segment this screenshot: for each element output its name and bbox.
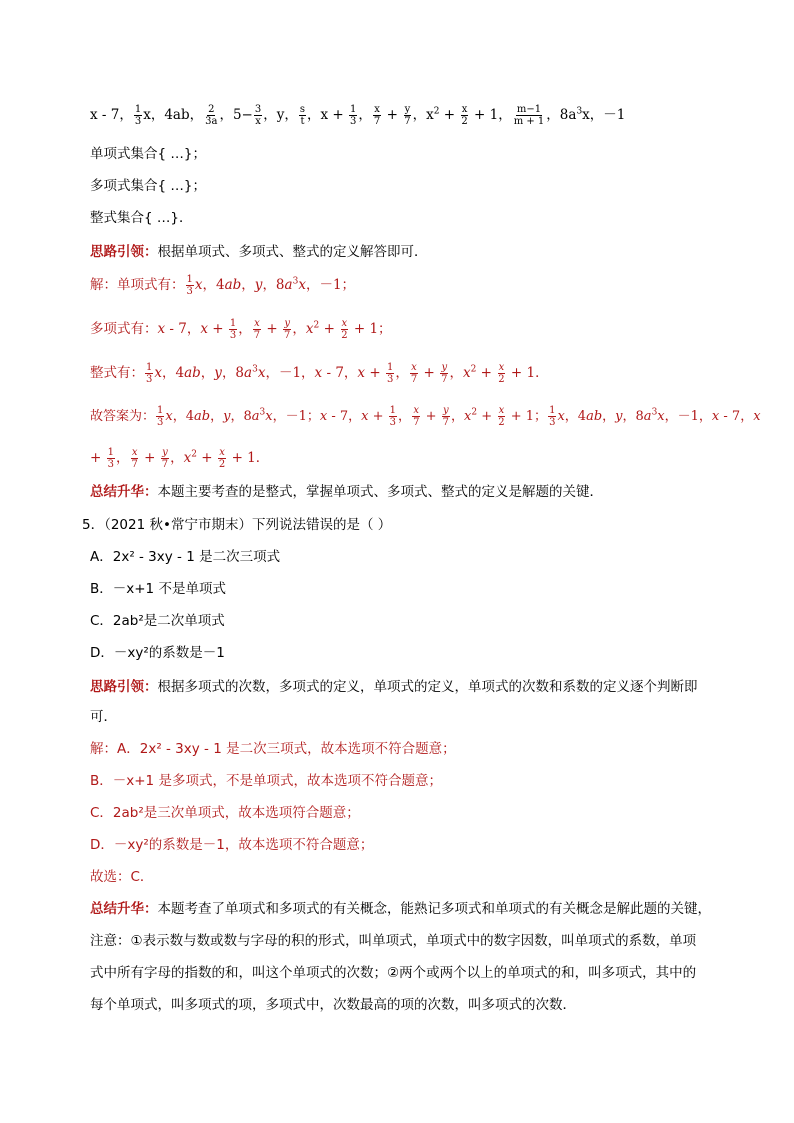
hint-1	[90, 242, 428, 262]
summary-2-line-2: 注意：①表示数与数或数与字母的积的形式，叫单项式，单项式中的数字因数，叫单项式的系数，单项	[90, 933, 697, 949]
solution-monomials: 解：单项式有： $\frac{1}{3}$ x，4ab，y，$8a^3x$，－1；	[90, 274, 356, 297]
question-5-stem: 5．（2021 秋•常宁市期末）下列说法错误的是（ ）	[82, 517, 392, 533]
fraction: $\frac{s}{t}$	[299, 104, 306, 127]
solution-polynomials: 多项式有：x - 7，x + $\frac{1}{3}$ ， $\frac{x}{7}$ + $\frac{y}{7}$ ，$x^2$ + $\frac{x}{2}$ + 1；	[90, 318, 392, 341]
answer-line-2: + $\frac{1}{3}$ ， $\frac{x}{7}$ + $\frac{y}{7}$ ，$x^2$ + $\frac{x}{2}$ + 1．	[90, 447, 270, 470]
solution-b: B．－x+1 是多项式，不是单项式，故本选项不符合题意；	[90, 773, 442, 789]
fraction: $\frac{x}{2}$	[461, 104, 468, 127]
summary-1	[90, 482, 603, 502]
hint-text: 根据单项式、多项式、整式的定义解答即可．	[157, 244, 428, 260]
fraction: $\frac{3}{x}$	[254, 104, 262, 127]
expr-text: + 1，	[469, 107, 512, 123]
option-a: A．2x² - 3xy - 1 是二次三项式	[90, 549, 281, 565]
expr-text: ，8a	[546, 107, 577, 123]
expr-text: +	[439, 107, 460, 123]
hint-2-cont: 可．	[90, 709, 117, 725]
fraction: $\frac{2}{3a}$	[205, 104, 218, 127]
option-d: D．－xy²的系数是－1	[90, 645, 225, 661]
label: 多项式有：	[90, 321, 158, 337]
polynomial-set-line: 多项式集合{ …}；	[90, 178, 206, 194]
option-b: B．－x+1 不是单项式	[90, 581, 226, 597]
summary-text: 本题考查了单项式和多项式的有关概念，能熟记多项式和单项式的有关概念是解此题的关键，	[157, 901, 711, 917]
hint-2	[90, 677, 698, 697]
monomial-set-line: 单项式集合{ …}；	[90, 146, 206, 162]
label: 故答案为：	[90, 409, 156, 424]
answer-line-1: 故答案为： $\frac{1}{3}$ x，4ab，y，$8a^3x$，－1；x - 7，x + $\frac{1}{3}$ ， $\frac{x}{7}$ + $\frac{y}{7}$ ，$x^2$ + $\frac{x}{2}$ + 1； $\frac{1}{3}$ x，4ab，y，$8a^3x$，－1，x - 7，x	[90, 405, 761, 428]
hint-label: 思路引领：	[90, 244, 158, 260]
option-c: C．2ab²是二次单项式	[90, 613, 225, 629]
expr-text: +	[382, 107, 403, 123]
expr-text: ，x +	[307, 107, 349, 123]
label: 解：单项式有：	[90, 277, 185, 293]
fraction: $\frac{1}{3}$	[134, 104, 142, 127]
fraction: $\frac{y}{7}$	[404, 104, 411, 127]
integral-set-line: 整式集合{ …}．	[90, 210, 193, 226]
solution-c: C．2ab²是三次单项式，故本选项符合题意；	[90, 805, 360, 821]
expr-text: ，x	[412, 107, 434, 123]
label: 整式有：	[90, 365, 144, 381]
expr-text: x，－1	[582, 107, 626, 123]
expr-text: x - 7，	[90, 107, 133, 123]
expr-text: ，	[358, 107, 372, 123]
fraction: $\frac{x}{7}$	[373, 104, 381, 127]
expression-list: x - 7， $\frac{1}{3}$ x，4ab， $\frac{2}{3a}$ ，5− $\frac{3}{x}$ ，y， $\frac{s}{t}$ ，x + $\frac{1}{3}$ ， $\frac{x}{7}$ + $\frac{y}{7}$ ，$x^2$ + $\frac{x}{2}$ + 1， $\frac{m-1}{m + 1}$ ，$8a^3x$，－1	[90, 104, 626, 127]
expr-text: x，4ab，	[143, 107, 204, 123]
solution-integral: 整式有： $\frac{1}{3}$ x，4ab，y，$8a^3x$，－1，x - 7，x + $\frac{1}{3}$ ， $\frac{x}{7}$ + $\frac{y}{7}$ ，$x^2$ + $\frac{x}{2}$ + 1．	[90, 362, 549, 385]
solution-a: 解：A．2x² - 3xy - 1 是二次三项式，故本选项不符合题意；	[90, 741, 456, 757]
summary-label: 总结升华：	[90, 901, 158, 917]
summary-label: 总结升华：	[90, 484, 158, 500]
hint-label: 思路引领：	[90, 679, 158, 695]
solution-d: D．－xy²的系数是－1，故本选项不符合题意；	[90, 837, 374, 853]
expr-text: ，5−	[219, 107, 253, 123]
summary-2	[90, 899, 711, 919]
fraction: $\frac{1}{3}$	[350, 104, 357, 127]
solution-choice: 故选：C．	[90, 869, 154, 885]
summary-text: 本题主要考查的是整式，掌握单项式、多项式、整式的定义是解题的关键．	[157, 484, 603, 500]
expr-text: ，y，	[263, 107, 298, 123]
summary-2-line-4: 每个单项式，叫多项式的项，多项式中，次数最高的项的次数，叫多项式的次数．	[90, 997, 576, 1013]
summary-2-line-3: 式中所有字母的指数的和，叫这个单项式的次数；②两个或两个以上的单项式的和，叫多项式，其中的	[90, 965, 697, 981]
hint-text: 根据多项式的次数，多项式的定义，单项式的定义，单项式的次数和系数的定义逐个判断即	[157, 679, 698, 695]
fraction: $\frac{m-1}{m + 1}$	[513, 104, 545, 127]
